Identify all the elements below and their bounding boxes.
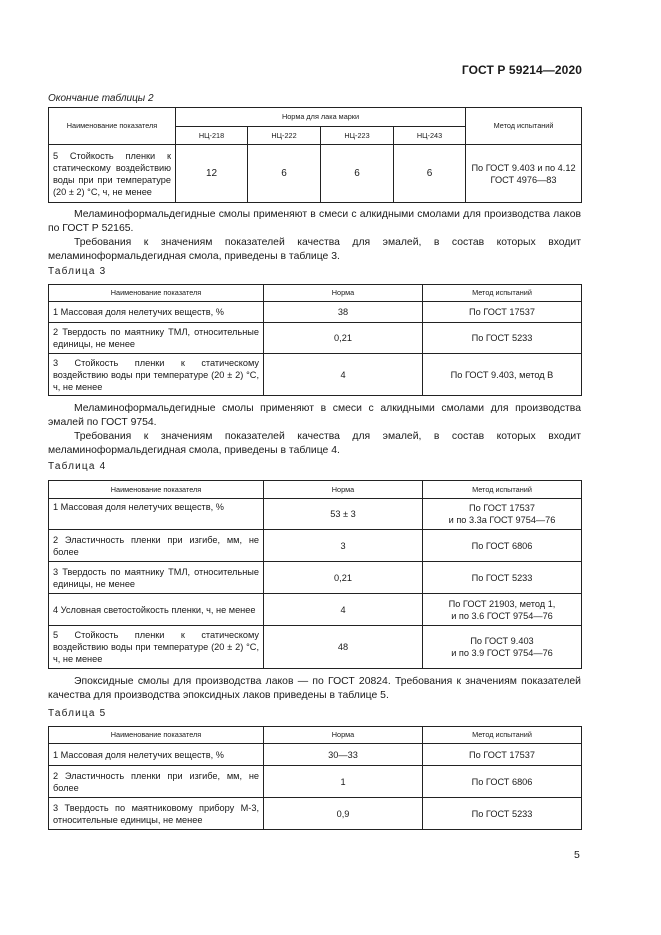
row-name: 5 Стойкость пленки к статическому воздействию воды при при температуре (20 ± 2) °С, ч, не менее xyxy=(49,145,176,203)
grade-nc218: НЦ-218 xyxy=(176,127,248,145)
row-method: По ГОСТ 21903, метод 1, и по 3.6 ГОСТ 9754—76 xyxy=(423,594,582,626)
table-3 xyxy=(48,284,582,396)
page-number: 5 xyxy=(574,849,580,861)
header-name: Наименование показателя xyxy=(49,108,176,145)
row-method: По ГОСТ 9.403, метод В xyxy=(423,354,582,396)
row-method: По ГОСТ 6806 xyxy=(423,530,582,562)
value-nc243: 6 xyxy=(394,145,466,203)
grade-nc243: НЦ-243 xyxy=(394,127,466,145)
row-norm: 3 xyxy=(264,530,423,562)
row-method: По ГОСТ 6806 xyxy=(423,766,582,798)
header-norm: Норма xyxy=(264,727,423,744)
row-norm: 1 xyxy=(264,766,423,798)
header-name: Наименование показателя xyxy=(49,285,264,302)
row-norm: 53 ± 3 xyxy=(264,499,423,530)
header-method: Метод испытаний xyxy=(423,285,582,302)
table-2-continuation xyxy=(48,107,582,203)
value-nc222: 6 xyxy=(248,145,321,203)
row-method: По ГОСТ 17537 xyxy=(423,302,582,323)
row-norm: 4 xyxy=(264,594,423,626)
row-norm: 0,21 xyxy=(264,323,423,354)
row-name: 4 Условная светостойкость пленки, ч, не менее xyxy=(49,594,264,626)
table5-caption: Таблица 5 xyxy=(48,708,107,719)
header-name: Наименование показателя xyxy=(49,727,264,744)
table4-caption: Таблица 4 xyxy=(48,461,107,472)
row-name: 1 Массовая доля нелетучих веществ, % xyxy=(49,744,264,766)
row-method: По ГОСТ 9.403 и по 4.12 ГОСТ 4976—83 xyxy=(466,145,582,203)
row-name: 2 Эластичность пленки при изгибе, мм, не более xyxy=(49,766,264,798)
row-norm: 48 xyxy=(264,626,423,669)
row-method: По ГОСТ 9.403 и по 3.9 ГОСТ 9754—76 xyxy=(423,626,582,669)
grade-nc223: НЦ-223 xyxy=(321,127,394,145)
table2-continuation-caption: Окончание таблицы 2 xyxy=(48,93,154,104)
row-method: По ГОСТ 17537 и по 3.3а ГОСТ 9754—76 xyxy=(423,499,582,530)
paragraph-table4-intro: Требования к значениям показателей качества для эмалей, в состав которых входит меламиноформальдегидная смола, приведены в таблице 4. xyxy=(48,431,581,456)
document-standard-number: ГОСТ Р 59214—2020 xyxy=(461,63,582,77)
header-method: Метод испытаний xyxy=(466,108,582,145)
row-norm: 0,21 xyxy=(264,562,423,594)
row-name: 1 Массовая доля нелетучих веществ, % xyxy=(49,302,264,323)
header-norm-grade: Норма для лака марки xyxy=(176,108,466,127)
row-method: По ГОСТ 5233 xyxy=(423,562,582,594)
header-name: Наименование показателя xyxy=(49,481,264,499)
paragraph-epoxy-resins: Эпоксидные смолы для производства лаков — по ГОСТ 20824. Требования к значениям показателей качества для производства эпоксидных лаков приведены в таблице 5. xyxy=(48,676,581,701)
row-norm: 38 xyxy=(264,302,423,323)
paragraph-melamine-lacquers: Меламиноформальдегидные смолы применяют в смеси с алкидными смолами для производства лаков по ГОСТ Р 52165. xyxy=(48,209,581,234)
header-method: Метод испытаний xyxy=(423,727,582,744)
row-method: По ГОСТ 17537 xyxy=(423,744,582,766)
row-name: 5 Стойкость пленки к статическому воздействию воды при температуре (20 ± 2) °С, ч, не менее xyxy=(49,626,264,669)
row-method: По ГОСТ 5233 xyxy=(423,323,582,354)
header-norm: Норма xyxy=(264,285,423,302)
row-norm: 0,9 xyxy=(264,798,423,830)
row-method: По ГОСТ 5233 xyxy=(423,798,582,830)
row-name: 3 Твердость по маятниковому прибору М-3, относительные единицы, не менее xyxy=(49,798,264,830)
table-5 xyxy=(48,726,582,830)
row-name: 1 Массовая доля нелетучих веществ, % xyxy=(49,499,264,530)
header-norm: Норма xyxy=(264,481,423,499)
row-norm: 4 xyxy=(264,354,423,396)
paragraph-table3-intro: Требования к значениям показателей качества для эмалей, в состав которых входит меламиноформальдегидная смола, приведены в таблице 3. xyxy=(48,237,581,262)
row-name: 2 Эластичность пленки при изгибе, мм, не более xyxy=(49,530,264,562)
row-norm: 30—33 xyxy=(264,744,423,766)
table3-caption: Таблица 3 xyxy=(48,266,107,277)
paragraph-melamine-enamels: Меламиноформальдегидные смолы применяют в смеси с алкидными смолами для производства эмалей по ГОСТ 9754. xyxy=(48,403,581,428)
row-name: 3 Стойкость пленки к статическому воздействию воды при температуре (20 ± 2) °С, ч, не менее xyxy=(49,354,264,396)
grade-nc222: НЦ-222 xyxy=(248,127,321,145)
value-nc223: 6 xyxy=(321,145,394,203)
row-name: 2 Твердость по маятнику ТМЛ, относительные единицы, не менее xyxy=(49,323,264,354)
row-name: 3 Твердость по маятнику ТМЛ, относительные единицы, не менее xyxy=(49,562,264,594)
header-method: Метод испытаний xyxy=(423,481,582,499)
table-4 xyxy=(48,480,582,669)
value-nc218: 12 xyxy=(176,145,248,203)
